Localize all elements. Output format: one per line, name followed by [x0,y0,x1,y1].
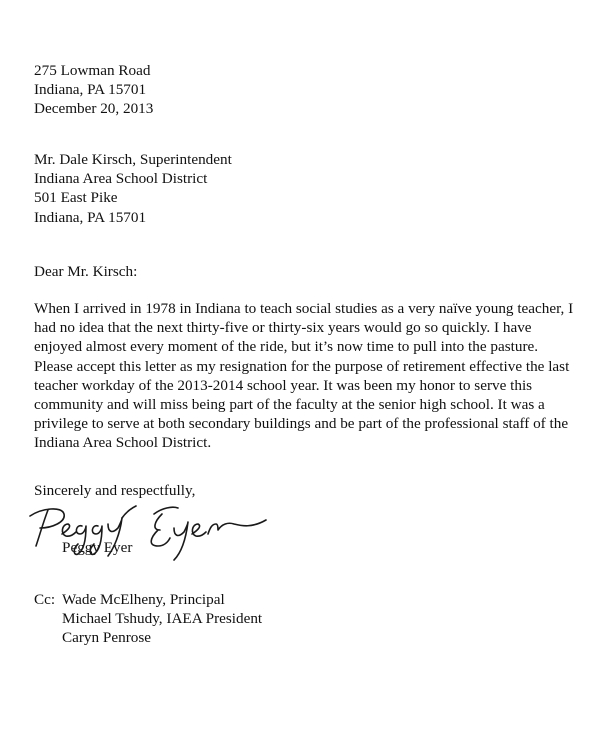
sender-city: Indiana, PA 15701 [34,81,147,99]
cc-list [34,590,262,648]
sender-street: 275 Lowman Road [34,62,151,79]
closing: Sincerely and respectfully, [34,482,196,499]
letter-date: December 20, 2013 [34,100,154,118]
letter-body [34,299,574,453]
handwritten-signature [22,494,272,564]
recipient-city: Indiana, PA 15701 [34,208,147,226]
body-line: When I arrived in 1978 in Indiana to teach social studies as a very naïve young teacher, I [34,300,574,317]
cc-label: Cc: [34,591,56,608]
cc-recipient: Michael Tshudy, IAEA President [62,610,263,628]
body-line: Indiana Area School District. [34,434,212,452]
recipient-name: Mr. Dale Kirsch, Superintendent [34,151,232,168]
recipient-street: 501 East Pike [34,189,118,207]
cc-row [34,628,262,647]
recipient-address [34,150,574,227]
salutation: Dear Mr. Kirsch: [34,263,138,280]
body-line: enjoyed almost every moment of the ride, but it’s now time to pull into the pasture. [34,338,539,356]
cc-recipient: Caryn Penrose [62,629,151,647]
body-line: Please accept this letter as my resignation for the purpose of retirement effective the last [34,357,570,375]
cc-row [34,590,262,609]
body-line: had no idea that the next thirty-five or thirty-six years would go so quickly. I have [34,319,532,337]
cc-row [34,609,262,628]
body-line: community and will miss being part of the faculty at the senior high school. It was a [34,396,545,414]
recipient-organization: Indiana Area School District [34,170,208,188]
body-line: teacher workday of the 2013-2014 school year. It was been my honor to serve this [34,376,533,394]
sender-address [34,61,574,119]
typed-name: Peggy Eyer [62,539,133,556]
cc-recipient: Wade McElheny, Principal [62,591,225,608]
body-line: privilege to serve at both secondary buildings and be part of the professional staff of the [34,415,569,433]
